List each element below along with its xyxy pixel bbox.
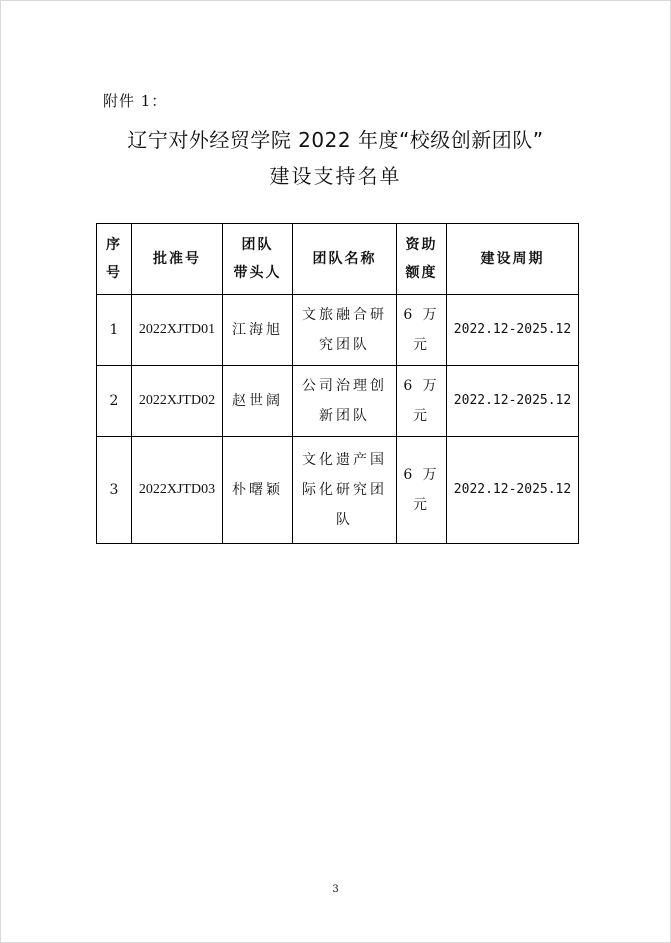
row-funding <box>397 366 447 437</box>
row-period: 2022.12-2025.12 <box>447 295 579 366</box>
row-team-name <box>293 437 397 544</box>
support-list-table <box>96 223 579 544</box>
header-seq-line-2: 号 <box>106 265 122 281</box>
row-period: 2022.12-2025.12 <box>447 366 579 437</box>
funding-line: 元 <box>413 337 430 353</box>
header-seq-line-1: 序 <box>106 237 122 253</box>
team-name-line: 新团队 <box>319 408 370 424</box>
attachment-label: 附件 1： <box>103 92 168 110</box>
team-name-line: 究团队 <box>319 337 370 353</box>
header-leader-line-2: 带头人 <box>233 265 282 281</box>
row-funding <box>397 295 447 366</box>
funding-line: 6 万 <box>403 467 440 483</box>
header-period: 建设周期 <box>447 224 579 295</box>
table-row <box>97 437 579 544</box>
header-approval-no: 批准号 <box>132 224 223 295</box>
row-leader: 江海旭 <box>223 295 293 366</box>
header-leader <box>223 224 293 295</box>
header-seq <box>97 224 132 295</box>
row-leader: 赵世阔 <box>223 366 293 437</box>
row-seq: 1 <box>97 295 132 366</box>
page-number: 3 <box>332 884 339 895</box>
header-funding-line-2: 额度 <box>405 265 438 281</box>
funding-line: 6 万 <box>403 307 440 323</box>
row-team-name <box>293 295 397 366</box>
team-name-line: 队 <box>336 512 353 528</box>
row-period: 2022.12-2025.12 <box>447 437 579 544</box>
document-title-line-1: 辽宁对外经贸学院 2022 年度“校级创新团队” <box>127 128 544 152</box>
funding-line: 元 <box>413 497 430 513</box>
team-name-line: 际化研究团 <box>302 482 387 498</box>
document-title-line-2: 建设支持名单 <box>269 164 402 188</box>
table-row <box>97 366 579 437</box>
row-leader: 朴曙颖 <box>223 437 293 544</box>
funding-line: 6 万 <box>403 378 440 394</box>
table-row <box>97 295 579 366</box>
row-approval-no: 2022XJTD01 <box>132 295 223 366</box>
row-seq: 3 <box>97 437 132 544</box>
team-name-line: 文化遗产国 <box>302 452 387 468</box>
row-team-name <box>293 366 397 437</box>
header-funding-line-1: 资助 <box>405 237 438 253</box>
funding-line: 元 <box>413 408 430 424</box>
row-funding <box>397 437 447 544</box>
table-header-row <box>97 224 579 295</box>
header-leader-line-1: 团队 <box>241 237 274 253</box>
row-approval-no: 2022XJTD02 <box>132 366 223 437</box>
row-seq: 2 <box>97 366 132 437</box>
row-approval-no: 2022XJTD03 <box>132 437 223 544</box>
header-team-name: 团队名称 <box>293 224 397 295</box>
header-funding <box>397 224 447 295</box>
team-name-line: 文旅融合研 <box>302 307 387 323</box>
team-name-line: 公司治理创 <box>302 378 387 394</box>
